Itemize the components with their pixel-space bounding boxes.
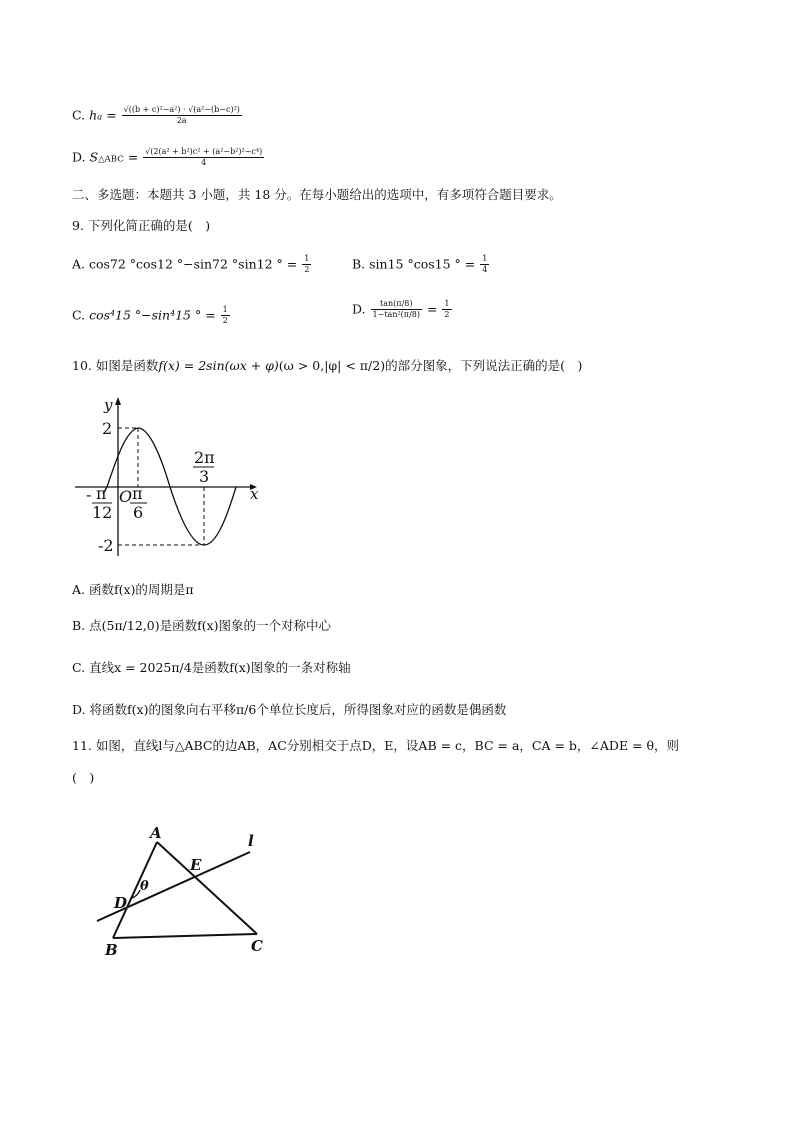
q8-option-c: C. ha = $\frac{\text{√((b + c)²−a²) · √(a²−(b−c)²)}}{2a}$: [72, 105, 240, 126]
x-axis-label: x: [250, 485, 259, 503]
y-min-label: -2: [98, 536, 114, 555]
side-ab: [113, 842, 157, 938]
x-left-num: π: [96, 484, 107, 503]
q8-d-fraction: $\frac{\text{√(2(a² + b²)c² + (a²−b²)²−c⁴)}}{4}$: [145, 147, 263, 168]
q10-option-b: B. 点(5π/12,0)是函数f(x)图象的一个对称中心: [72, 618, 332, 633]
label-l: l: [248, 832, 254, 850]
origin-label: O: [119, 487, 133, 506]
label-b: B: [105, 941, 118, 959]
x-trough-num: 2π: [194, 448, 215, 467]
q10-option-a: A. 函数f(x)的周期是π: [72, 582, 194, 597]
y-axis-label: y: [104, 396, 113, 414]
x-peak-den: 6: [133, 503, 144, 522]
q8-option-d: D. S△ABC = $\frac{\text{√(2(a² + b²)c² + (a²−b²)²−c⁴)}}{4}$: [72, 147, 263, 168]
label-a: A: [150, 824, 162, 842]
side-bc: [113, 934, 257, 938]
y-max-label: 2: [102, 419, 113, 438]
x-left-sign: -: [86, 485, 92, 504]
q9-option-a: A. cos72 °cos12 °−sin72 °sin12 ° = $\frac{1}{2}$: [72, 254, 310, 275]
q8-c-fraction: $\frac{\text{√((b + c)²−a²) · √(a²−(b−c)²)}}{2a}$: [123, 105, 240, 126]
q8-c-lhs: h: [89, 107, 98, 123]
label-d: D: [114, 894, 128, 912]
label-e: E: [190, 856, 202, 874]
label-theta: θ: [140, 879, 149, 894]
x-left-den: 12: [92, 503, 113, 522]
q10-option-c: C. 直线x = 2025π/4是函数f(x)图象的一条对称轴: [72, 660, 351, 675]
x-peak-num: π: [132, 484, 143, 503]
q10-stem: 10. 如图是函数f(x) = 2sin(ωx + φ)(ω > 0,|φ| < π/2)的部分图象，下列说法正确的是( ): [72, 358, 583, 373]
q9-option-b: B. sin15 °cos15 ° = $\frac{1}{4}$: [352, 254, 488, 275]
q9-stem: 9. 下列化简正确的是( ): [72, 218, 211, 233]
section-heading: 二、多选题：本题共 3 小题，共 18 分。在每小题给出的选项中，有多项符合题目要求。: [72, 187, 562, 202]
x-trough-den: 3: [199, 467, 210, 486]
label-c: C: [251, 937, 263, 955]
q11-stem-paren: ( ): [72, 770, 95, 785]
q10-option-d: D. 将函数f(x)的图象向右平移π/6个单位长度后，所得图象对应的函数是偶函数: [72, 702, 507, 717]
q9-option-d: D. $\frac{\tan(\pi/8)}{\text{1−tan²(π/8)}}$ = $\frac{1}{2}$: [352, 299, 450, 320]
q9-option-c: C. cos⁴15 °−sin⁴15 ° = $\frac{1}{2}$: [72, 305, 228, 326]
q11-stem: 11. 如图，直线l与△ABC的边AB，AC分别相交于点D，E，设AB = c，BC = a，CA = b，∠ADE = θ，则: [72, 738, 680, 753]
